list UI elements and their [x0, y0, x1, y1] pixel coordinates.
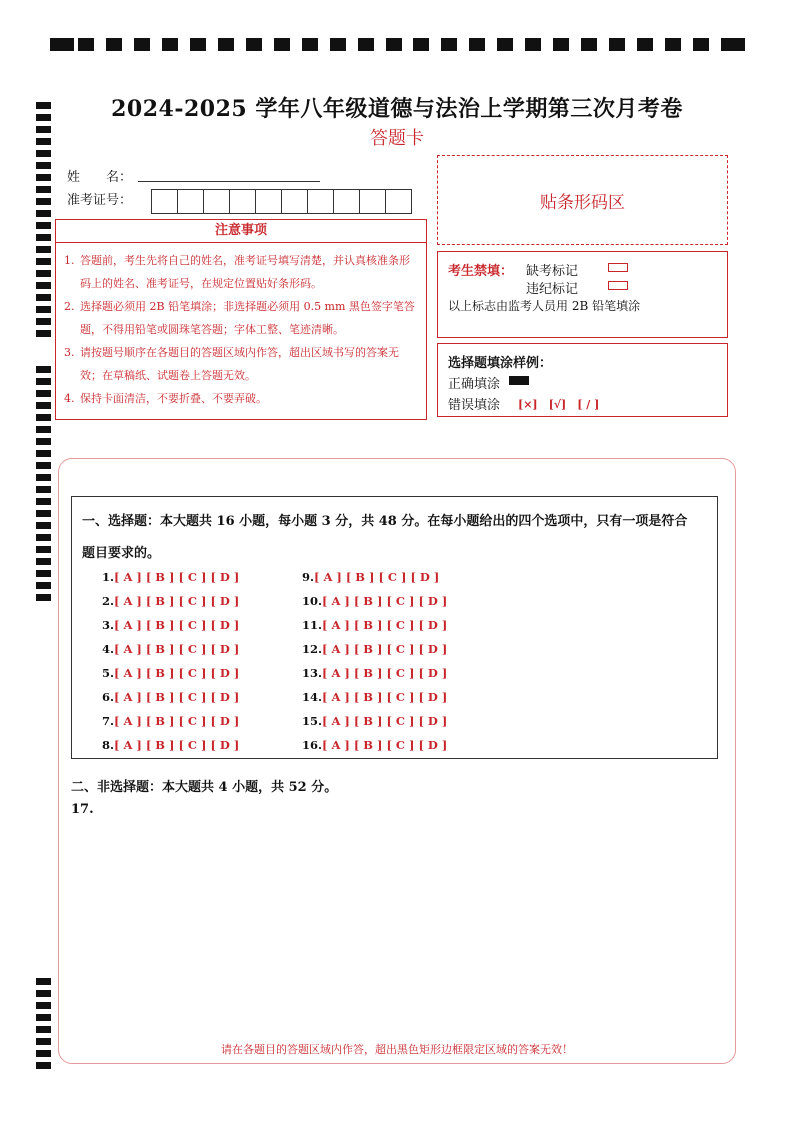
- exam-number-cell[interactable]: [333, 189, 360, 214]
- page-title: 2024-2025 学年八年级道德与法治上学期第三次月考卷: [111, 96, 683, 122]
- timing-mark: [36, 222, 51, 229]
- exam-number-cell[interactable]: [385, 189, 412, 214]
- question-number: 6.: [102, 690, 115, 704]
- answer-options[interactable]: [ A ] [ B ] [ C ] [ D ]: [114, 570, 240, 584]
- answer-options[interactable]: [ A ] [ B ] [ C ] [ D ]: [322, 642, 448, 656]
- section2-heading: 二、非选择题：本大题共 4 小题，共 52 分。: [71, 780, 338, 795]
- timing-mark: [36, 426, 51, 433]
- mc-question-7[interactable]: [102, 714, 239, 728]
- exam-number-cell[interactable]: [359, 189, 386, 214]
- timing-mark: [36, 1002, 51, 1009]
- wrong-fill-label: 错误填涂: [448, 398, 501, 413]
- timing-mark: [441, 38, 457, 51]
- top-timing-marks: [50, 38, 745, 51]
- timing-mark: [36, 282, 51, 289]
- answer-options[interactable]: [ A ] [ B ] [ C ] [ D ]: [114, 666, 240, 680]
- mc-question-10[interactable]: [302, 594, 447, 608]
- timing-mark: [553, 38, 569, 51]
- answer-options[interactable]: [ A ] [ B ] [ C ] [ D ]: [322, 594, 448, 608]
- mc-question-13[interactable]: [302, 666, 447, 680]
- exam-number-cell[interactable]: [229, 189, 256, 214]
- question-17-answer-area[interactable]: [71, 822, 718, 1032]
- exam-number-cell[interactable]: [255, 189, 282, 214]
- timing-mark: [36, 510, 51, 517]
- timing-mark: [36, 162, 51, 169]
- exam-number-cell[interactable]: [151, 189, 178, 214]
- notice-box: [55, 219, 427, 420]
- timing-mark: [36, 978, 51, 985]
- name-field[interactable]: [138, 180, 320, 182]
- timing-mark: [36, 486, 51, 493]
- timing-mark: [36, 318, 51, 325]
- timing-mark: [36, 174, 51, 181]
- timing-mark: [637, 38, 653, 51]
- exam-number-label: 准考证号：: [67, 193, 133, 208]
- timing-mark: [36, 1062, 51, 1069]
- timing-mark: [665, 38, 681, 51]
- timing-mark: [36, 546, 51, 553]
- timing-mark: [36, 522, 51, 529]
- timing-mark: [36, 462, 51, 469]
- notice-item: 4. 保持卡面清洁，不要折叠、不要弄破。: [64, 392, 267, 405]
- answer-options[interactable]: [ A ] [ B ] [ C ] [ D ]: [322, 738, 448, 752]
- timing-mark: [190, 38, 206, 51]
- notice-item: 2. 选择题必须用 2B 铅笔填涂；非选择题必须用 0.5 mm 黑色签字笔答题，不得用铅笔或圆珠笔答题；字体工整、笔迹清晰。: [64, 300, 415, 336]
- absent-mark-box[interactable]: [608, 263, 628, 272]
- correct-fill-sample: [509, 376, 529, 385]
- notice-heading: 注意事项: [56, 220, 426, 243]
- timing-mark: [36, 1026, 51, 1033]
- mc-question-8[interactable]: [102, 738, 239, 752]
- answer-options[interactable]: [ A ] [ B ] [ C ] [ D ]: [114, 714, 240, 728]
- timing-mark: [36, 402, 51, 409]
- mc-question-1[interactable]: [102, 570, 239, 584]
- notice-item: 3. 请按题号顺序在各题目的答题区域内作答，超出区域书写的答案无效；在草稿纸、试题卷上答题无效。: [64, 346, 399, 382]
- timing-mark: [162, 38, 178, 51]
- timing-mark: [36, 594, 51, 601]
- question-number: 2.: [102, 594, 115, 608]
- exam-number-cell[interactable]: [203, 189, 230, 214]
- timing-mark: [36, 1014, 51, 1021]
- timing-mark: [36, 270, 51, 277]
- question-number: 3.: [102, 618, 115, 632]
- section1-instructions: 一、选择题：本大题共 16 小题，每小题 3 分，共 48 分。在每小题给出的四个选项中，只有一项是符合: [82, 514, 688, 529]
- exam-number-boxes[interactable]: [152, 189, 412, 213]
- timing-mark: [525, 38, 541, 51]
- timing-mark: [36, 498, 51, 505]
- timing-mark: [36, 330, 51, 337]
- timing-mark: [274, 38, 290, 51]
- question-number: 15.: [302, 714, 323, 728]
- timing-mark: [469, 38, 485, 51]
- mc-question-3[interactable]: [102, 618, 239, 632]
- timing-mark: [497, 38, 513, 51]
- timing-mark: [36, 186, 51, 193]
- timing-mark: [36, 378, 51, 385]
- answer-options[interactable]: [ A ] [ B ] [ C ] [ D ]: [322, 618, 448, 632]
- answer-options[interactable]: [ A ] [ B ] [ C ] [ D ]: [114, 642, 240, 656]
- timing-mark: [302, 38, 318, 51]
- timing-mark: [358, 38, 374, 51]
- timing-mark: [36, 414, 51, 421]
- timing-mark: [36, 306, 51, 313]
- section1-instructions-cont: 题目要求的。: [82, 546, 161, 561]
- timing-mark: [36, 474, 51, 481]
- timing-mark: [386, 38, 402, 51]
- timing-mark: [50, 38, 74, 51]
- timing-mark: [36, 258, 51, 265]
- timing-mark: [413, 38, 429, 51]
- question-number: 16.: [302, 738, 323, 752]
- examiner-only-label: 考生禁填：: [448, 264, 514, 279]
- answer-options[interactable]: [ A ] [ B ] [ C ] [ D ]: [322, 690, 448, 704]
- name-label: 姓 名：: [67, 170, 133, 185]
- answer-options[interactable]: [ A ] [ B ] [ C ] [ D ]: [322, 666, 448, 680]
- answer-options[interactable]: [ A ] [ B ] [ C ] [ D ]: [114, 594, 240, 608]
- footer-note: 请在各题目的答题区域内作答，超出黑色矩形边框限定区域的答案无效！: [221, 1043, 573, 1056]
- examiner-note: 以上标志由监考人员用 2B 铅笔填涂: [448, 299, 641, 313]
- timing-mark: [36, 990, 51, 997]
- question-number: 13.: [302, 666, 323, 680]
- timing-mark: [36, 210, 51, 217]
- timing-mark: [78, 38, 94, 51]
- question-number: 12.: [302, 642, 323, 656]
- question-17-label: 17.: [71, 802, 94, 817]
- timing-mark: [36, 570, 51, 577]
- question-number: 10.: [302, 594, 323, 608]
- question-number: 14.: [302, 690, 323, 704]
- timing-mark: [693, 38, 709, 51]
- exam-number-cell[interactable]: [307, 189, 334, 214]
- answer-options[interactable]: [ A ] [ B ] [ C ] [ D ]: [114, 618, 240, 632]
- timing-mark: [36, 582, 51, 589]
- mc-question-16[interactable]: [302, 738, 447, 752]
- answer-options[interactable]: [ A ] [ B ] [ C ] [ D ]: [314, 570, 440, 584]
- exam-number-cell[interactable]: [177, 189, 204, 214]
- timing-mark: [106, 38, 122, 51]
- question-number: 8.: [102, 738, 115, 752]
- question-number: 5.: [102, 666, 115, 680]
- timing-mark: [246, 38, 262, 51]
- page-subtitle: 答题卡: [370, 128, 424, 149]
- correct-fill-label: 正确填涂: [448, 377, 501, 392]
- answer-options[interactable]: [ A ] [ B ] [ C ] [ D ]: [114, 690, 240, 704]
- violation-mark-box[interactable]: [608, 281, 628, 290]
- multiple-choice-section: [71, 496, 718, 759]
- timing-mark: [609, 38, 625, 51]
- barcode-area: [437, 155, 728, 245]
- timing-mark: [36, 534, 51, 541]
- question-number: 11.: [302, 618, 323, 632]
- answer-options[interactable]: [ A ] [ B ] [ C ] [ D ]: [322, 714, 448, 728]
- timing-mark: [36, 294, 51, 301]
- question-number: 7.: [102, 714, 115, 728]
- timing-mark: [36, 246, 51, 253]
- question-number: 4.: [102, 642, 115, 656]
- timing-mark: [36, 450, 51, 457]
- answer-options[interactable]: [ A ] [ B ] [ C ] [ D ]: [114, 738, 240, 752]
- question-number: 1.: [102, 570, 115, 584]
- question-number: 9.: [302, 570, 315, 584]
- timing-mark: [134, 38, 150, 51]
- mc-question-5[interactable]: [102, 666, 239, 680]
- timing-mark: [581, 38, 597, 51]
- absent-mark-label: 缺考标记: [526, 264, 579, 279]
- timing-mark: [36, 198, 51, 205]
- notice-item: 1. 答题前，考生先将自己的姓名，准考证号填写清楚，并认真核准条形码上的姓名、准考证号，在规定位置贴好条形码。: [64, 254, 410, 290]
- timing-mark: [36, 390, 51, 397]
- timing-mark: [36, 150, 51, 157]
- wrong-fill-samples: [×] [√] [ / ]: [518, 398, 600, 411]
- mc-question-6[interactable]: [102, 690, 239, 704]
- mc-question-14[interactable]: [302, 690, 447, 704]
- timing-mark: [36, 366, 51, 373]
- exam-number-cell[interactable]: [281, 189, 308, 214]
- timing-mark: [330, 38, 346, 51]
- barcode-label: 贴条形码区: [540, 192, 625, 213]
- timing-mark: [36, 438, 51, 445]
- examiner-only-box: [437, 251, 728, 338]
- fill-sample-box: [437, 343, 728, 417]
- timing-mark: [218, 38, 234, 51]
- timing-mark: [721, 38, 745, 51]
- mc-question-11[interactable]: [302, 618, 447, 632]
- timing-mark: [36, 234, 51, 241]
- violation-mark-label: 违纪标记: [526, 282, 579, 297]
- mc-question-9[interactable]: [302, 570, 439, 584]
- fill-sample-heading: 选择题填涂样例：: [448, 356, 553, 371]
- mc-question-12[interactable]: [302, 642, 447, 656]
- mc-question-15[interactable]: [302, 714, 447, 728]
- mc-question-2[interactable]: [102, 594, 239, 608]
- timing-mark: [36, 558, 51, 565]
- mc-question-4[interactable]: [102, 642, 239, 656]
